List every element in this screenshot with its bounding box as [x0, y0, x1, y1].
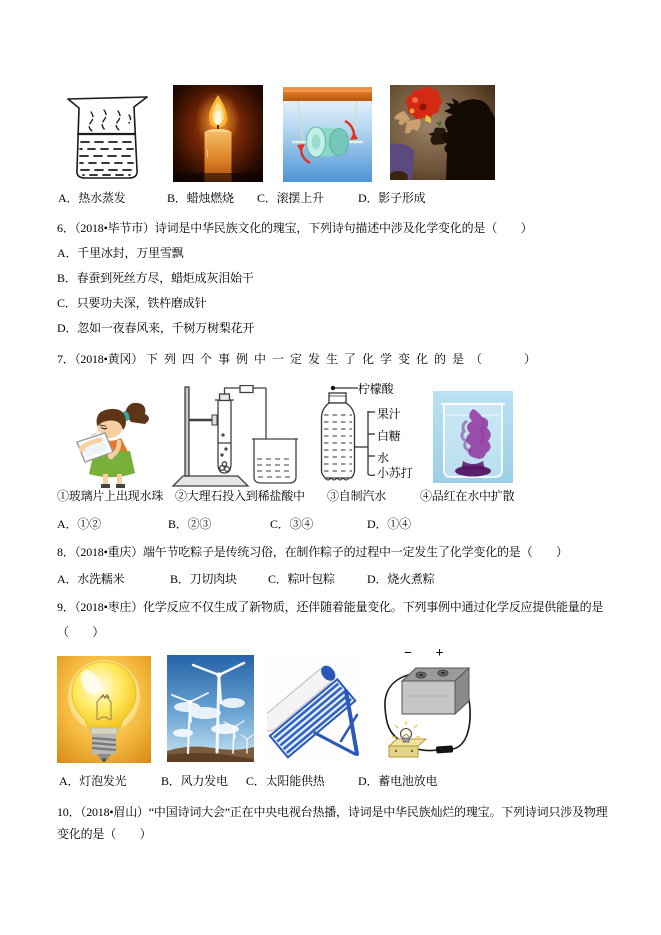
q7-option-b: B．②③: [168, 517, 212, 531]
steam-squiggles: [89, 110, 130, 131]
figure-marble-in-acid-apparatus: [168, 385, 303, 488]
figure-candle-burning: [173, 85, 263, 182]
battery-polarity-label: − +: [404, 646, 454, 661]
q9-option-b: B．风力发电: [161, 774, 228, 788]
figure-rolling-pendulum: [283, 83, 372, 182]
beaker-evaporation-sketch: [63, 88, 152, 183]
water-dashes: [80, 142, 133, 175]
q5-option-d: D．影子形成: [358, 191, 426, 205]
figure-glowing-bulb: [57, 656, 151, 763]
q9-stem-line2: （ ）: [57, 625, 105, 639]
q9-option-d: D．蓄电池放电: [358, 774, 438, 788]
figure-storage-battery-circuit: [376, 649, 476, 761]
q8-option-b: B．刀切肉块: [170, 572, 237, 586]
figure-dye-diffusing-in-water: [433, 391, 513, 483]
rolling-pendulum-diagram: [283, 83, 372, 182]
figure-girl-breathing-on-glass: [73, 400, 165, 488]
q7-caption-4: ④品红在水中扩散: [420, 489, 515, 503]
soda-ingredient-baking-soda: 小苏打: [377, 466, 413, 480]
solar-heater-photo: [267, 655, 364, 760]
q7-option-a: A．①②: [57, 517, 101, 531]
q10-stem-line2: 变化的是（ ）: [57, 827, 152, 841]
q6-option-d: D．忽如一夜春风来，千树万树梨花开: [57, 321, 255, 335]
q8-option-d: D．烧火煮粽: [367, 572, 435, 586]
q5-option-c: C．滚摆上升: [257, 191, 324, 205]
shadow-play-photo: [390, 85, 495, 180]
q10-stem-line1: 10．（2018•眉山）“中国诗词大会”正在中央电视台热播，诗词是中华民族灿烂的瑰宝。下列诗词只涉及物理: [57, 805, 608, 819]
q6-option-b: B．春蚕到死丝方尽，蜡炬成灰泪始干: [57, 271, 254, 285]
battery-box: [402, 668, 469, 714]
figure-hot-water-evaporation: [63, 88, 152, 183]
bottle: [322, 386, 376, 480]
q7-stem-body: 下列四个事例中一定发生了化学变化的是（ ）: [146, 352, 543, 366]
lab-stand-diagram: [168, 385, 303, 488]
dye-beaker-photo: [433, 391, 513, 483]
q7-caption-1: ①玻璃片上出现水珠: [57, 489, 164, 503]
q6-option-c: C．只要功夫深，铁杵磨成针: [57, 296, 207, 310]
wind-farm-photo: [167, 655, 254, 762]
q8-option-c: C．粽叶包粽: [268, 572, 335, 586]
candle-photo: [173, 85, 263, 182]
q9-option-c: C．太阳能供热: [246, 774, 325, 788]
q7-option-d: D．①④: [367, 517, 411, 531]
q8-option-a: A．水洗糯米: [57, 572, 125, 586]
shadow-base: [173, 173, 263, 182]
bulb-on-block: [389, 721, 426, 757]
girl-cartoon: [73, 400, 165, 488]
label-brace: [355, 411, 376, 475]
q7-caption-2: ②大理石投入到稀盐酸中: [175, 489, 305, 503]
apparatus: [173, 386, 298, 487]
q5-option-a: A．热水蒸发: [58, 191, 126, 205]
soda-acid-label: 柠檬酸: [358, 382, 394, 396]
q9-option-a: A．灯泡发光: [59, 774, 127, 788]
q8-stem: 8．（2018•重庆）端午节吃粽子是传统习俗，在制作粽子的过程中一定发生了化学变化的是（ ）: [57, 545, 568, 559]
soda-ingredient-juice: 果汁: [377, 407, 401, 421]
teal-wheel: [307, 127, 349, 157]
q7-option-c: C．③④: [270, 517, 314, 531]
q6-stem: 6．（2018•毕节市）诗词是中华民族文化的瑰宝，下列诗句描述中涉及化学变化的是（ ）: [57, 221, 533, 235]
figure-solar-water-heater: [267, 655, 364, 760]
light-bulb-photo: [57, 656, 151, 763]
q5-option-b: B．蜡烛燃烧: [167, 191, 234, 205]
q6-option-a: A．千里冰封，万里雪飘: [57, 246, 184, 260]
beaker-outline: [68, 97, 147, 178]
figure-wind-turbines: [167, 655, 254, 762]
battery-circuit-diagram: [376, 649, 476, 761]
q7-stem-prefix: 7．（2018•黄冈）: [57, 352, 144, 366]
q7-caption-3: ③自制汽水: [327, 489, 387, 503]
figure-shadow-formation: [390, 85, 495, 180]
resistor: [436, 745, 453, 753]
q9-stem-line1: 9．（2018•枣庄）化学反应不仅生成了新物质，还伴随着能量变化。下列事例中通过化学反应提供能量的是: [57, 600, 604, 614]
soda-ingredient-sugar: 白糖: [377, 429, 401, 443]
soda-ingredient-water: 水: [377, 451, 389, 465]
wooden-bar: [283, 87, 372, 101]
